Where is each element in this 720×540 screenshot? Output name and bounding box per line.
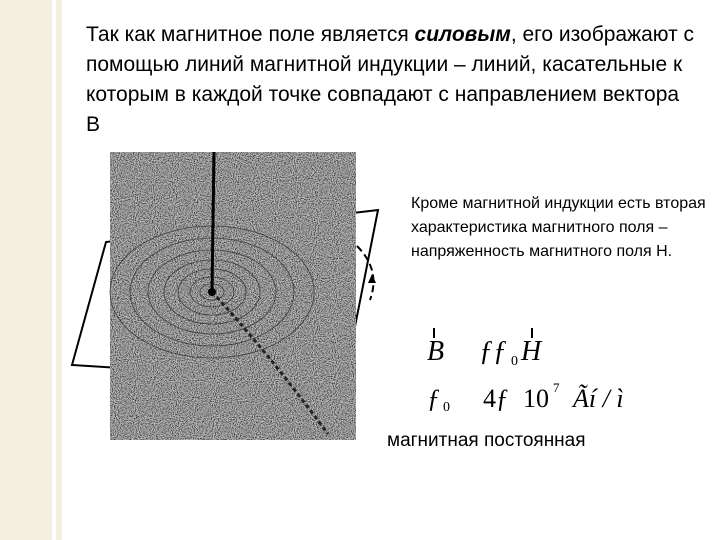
units: Ãí / ì — [573, 384, 624, 413]
symbol-h: H — [521, 336, 542, 367]
symbol-mu-mu: ƒƒ — [479, 336, 507, 367]
symbol-b: B — [427, 336, 445, 367]
left-decor-line — [56, 0, 62, 540]
intro-emphasis: силовым — [414, 23, 511, 46]
formula-b-mu-h — [425, 328, 665, 378]
conductor-wire — [212, 152, 214, 292]
magnetic-field-illustration — [66, 150, 386, 450]
left-decor-strip — [0, 0, 52, 540]
iron-filings-figure — [66, 150, 386, 450]
intro-part1: Так как магнитное поле является — [86, 23, 415, 46]
value-ten: 10 — [523, 384, 549, 413]
intro-paragraph — [86, 20, 696, 140]
formula-mu0-value — [425, 380, 665, 420]
side-paragraph: Кроме магнитной индукции есть вторая характеристика магнитного поля – напряженность магнитного поля H. — [411, 195, 706, 260]
field-arrow — [368, 274, 376, 283]
subscript-zero-2: 0 — [443, 400, 450, 415]
subscript-zero: 0 — [511, 354, 518, 369]
caption-magnetic-constant: магнитная постоянная — [387, 430, 586, 451]
intro-part2: , его изображают с помощью линий магнитной индукции – линий, касательные к которым в каждой точке совпадают с направлением вектора B — [86, 23, 695, 136]
wire-point — [208, 288, 216, 296]
exponent-seven: 7 — [553, 380, 560, 395]
value-four-pi: 4ƒ — [483, 384, 509, 413]
symbol-mu0: ƒ — [427, 384, 440, 413]
